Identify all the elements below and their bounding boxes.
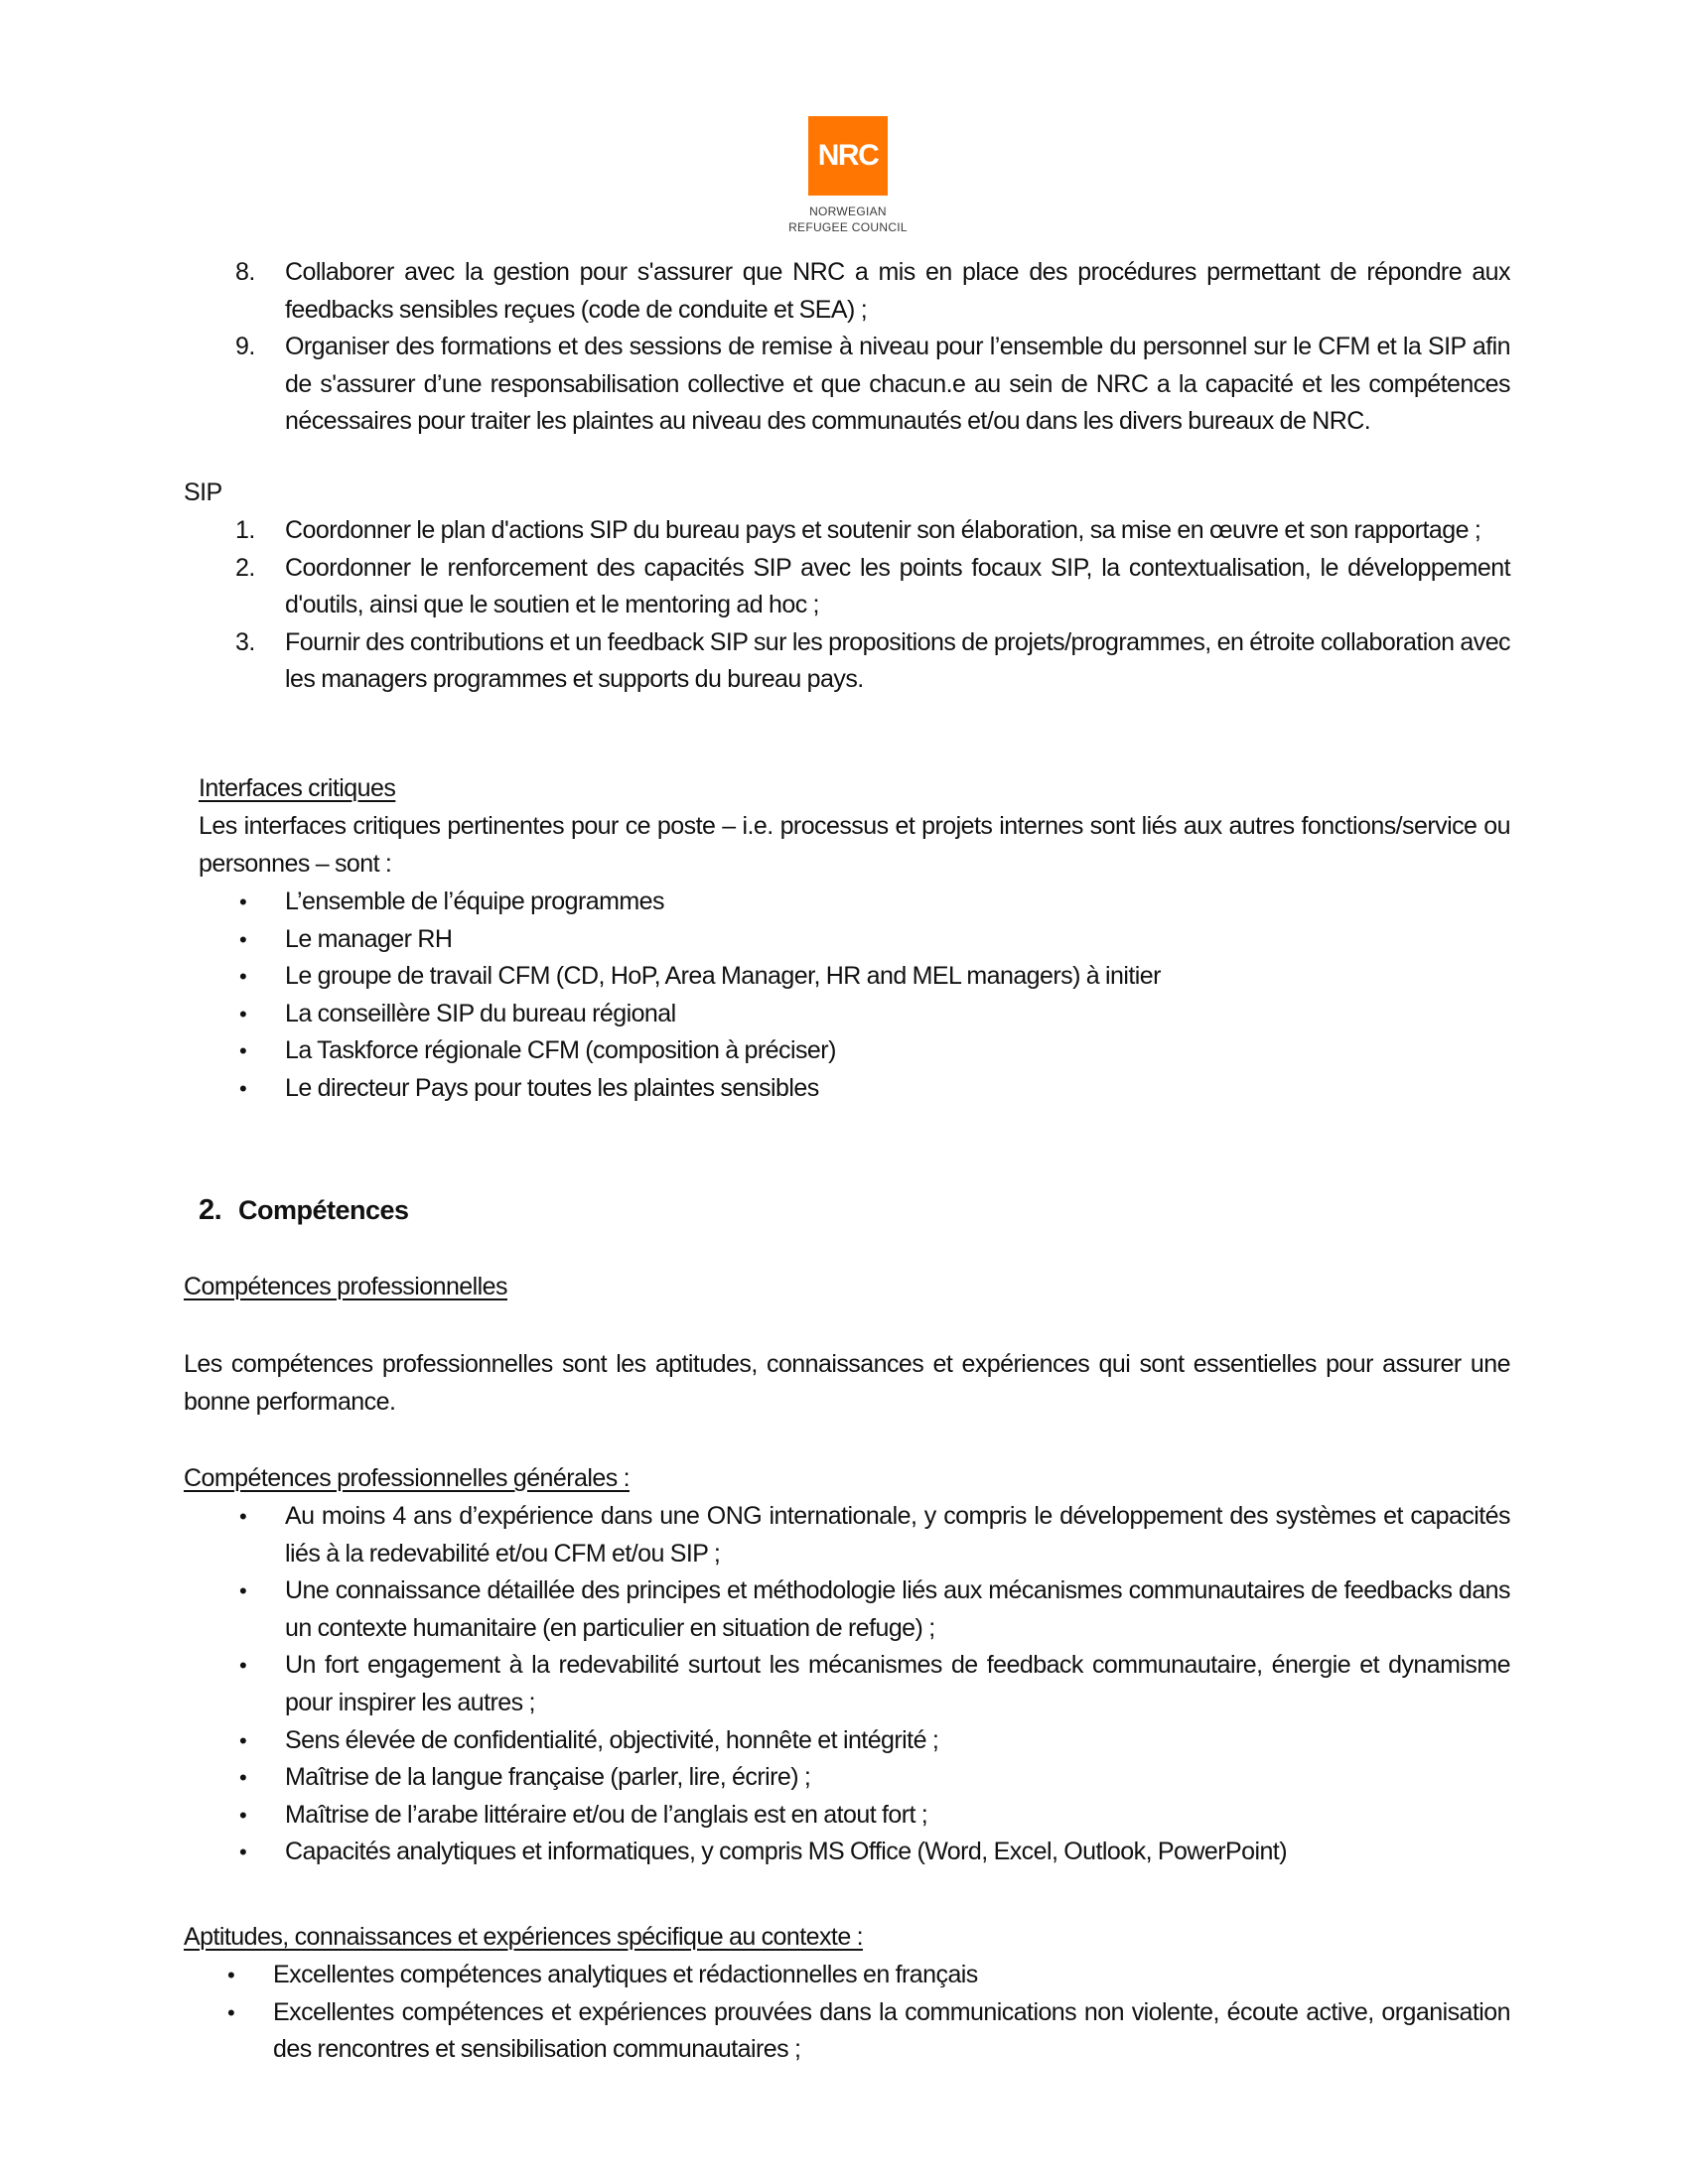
section-number: 2. xyxy=(199,1194,222,1226)
list-text: Excellentes compétences analytiques et rédactionnelles en français xyxy=(273,1961,978,1988)
interfaces-intro: Les interfaces critiques pertinentes pour ce poste – i.e. processus et projets internes sont liés aux autres fonctions/service ou personnes – sont : xyxy=(199,812,1510,878)
list-item xyxy=(184,1722,1510,1760)
list-number: 2. xyxy=(235,553,255,582)
section-heading-competences xyxy=(199,1192,409,1230)
list-item xyxy=(184,512,1510,550)
list-text: La Taskforce régionale CFM (composition à préciser) xyxy=(285,1036,836,1065)
list-number: 9. xyxy=(235,333,255,361)
list-text: Une connaissance détaillée des principes et méthodologie liés aux mécanismes communautaires de feedbacks dans un contexte humanitaire (en particulier en situation de refuge) ; xyxy=(285,1576,1510,1642)
list-text: Maîtrise de la langue française (parler, lire, écrire) ; xyxy=(285,1763,811,1792)
list-item xyxy=(184,1572,1510,1647)
list-text: Maîtrise de l’arabe littéraire et/ou de l’anglais est en atout fort ; xyxy=(285,1800,928,1829)
context-competences-heading: Aptitudes, connaissances et expériences spécifique au contexte : xyxy=(184,1923,863,1951)
section-title: Compétences xyxy=(238,1195,409,1225)
bullet-icon: • xyxy=(239,926,247,952)
bullet-icon: • xyxy=(239,1038,247,1064)
list-text: Coordonner le plan d'actions SIP du bureau pays et soutenir son élaboration, sa mise en œuvre et son rapportage ; xyxy=(285,516,1481,544)
bullet-icon: • xyxy=(239,1727,247,1753)
list-text: Fournir des contributions et un feedback SIP sur les propositions de projets/programmes, en étroite collaboration avec les managers programmes et supports du bureau pays. xyxy=(285,627,1510,694)
list-item xyxy=(184,550,1510,624)
general-competences-heading: Compétences professionnelles générales : xyxy=(184,1464,630,1492)
list-item xyxy=(184,1032,1510,1070)
list-item xyxy=(184,1498,1510,1572)
bullet-icon: • xyxy=(239,1840,247,1865)
list-item xyxy=(184,1994,1510,2069)
list-item xyxy=(184,329,1510,441)
bullet-icon: • xyxy=(239,1075,247,1101)
interfaces-bullet-list xyxy=(184,884,1510,1108)
list-item xyxy=(184,884,1510,921)
bullet-icon: • xyxy=(239,1504,247,1529)
prof-competences-intro: Les compétences professionnelles sont les aptitudes, connaissances et expériences qui sont essentielles pour assurer une bonne performance. xyxy=(184,1350,1510,1416)
logo-mark-text: NRC xyxy=(817,139,879,172)
list-number: 8. xyxy=(235,258,255,286)
list-number: 1. xyxy=(235,516,255,544)
list-item xyxy=(184,958,1510,996)
list-text: Le groupe de travail CFM (CD, HoP, Area Manager, HR and MEL managers) à initier xyxy=(285,962,1161,991)
list-text: Au moins 4 ans d’expérience dans une ONG internationale, y compris le développement des systèmes et capacités liés à la redevabilité et/ou CFM et/ou SIP ; xyxy=(285,1502,1510,1568)
list-item xyxy=(184,1957,1510,1994)
interfaces-heading: Interfaces critiques xyxy=(199,774,396,802)
bullet-icon: • xyxy=(239,1578,247,1604)
logo-line-2: REFUGEE COUNCIL xyxy=(788,220,908,234)
list-text: Coordonner le renforcement des capacités SIP avec les points focaux SIP, la contextualisation, le développement d'outils, ainsi que le soutien et le mentoring ad hoc ; xyxy=(285,553,1510,619)
list-text: Sens élevée de confidentialité, objectivité, honnête et intégrité ; xyxy=(285,1725,939,1754)
logo-line-1: NORWEGIAN xyxy=(809,205,887,218)
bullet-icon: • xyxy=(227,1963,235,1987)
list-item xyxy=(184,1834,1510,1871)
list-item xyxy=(184,254,1510,329)
list-text: La conseillère SIP du bureau régional xyxy=(285,999,676,1027)
prof-competences-heading: Compétences professionnelles xyxy=(184,1273,507,1300)
nrc-logo-mark xyxy=(808,116,888,196)
list-item xyxy=(184,1797,1510,1835)
list-text: Collaborer avec la gestion pour s'assurer que NRC a mis en place des procédures permettant de répondre aux feedbacks sensibles reçues (code de conduite et SEA) ; xyxy=(285,258,1510,324)
list-text: Excellentes compétences et expériences prouvées dans la communications non violente, écoute active, organisation des rencontres et sensibilisation communautaires ; xyxy=(273,1997,1510,2064)
bullet-icon: • xyxy=(239,889,247,914)
list-text: Organiser des formations et des sessions de remise à niveau pour l’ensemble du personnel sur le CFM et la SIP afin de s'assurer d’une responsabilisation collective et que chacun.e au sein de NRC a la capacité et les compétences nécessaires pour traiter les plaintes au niveau des communautés et/ou dans les divers bureaux de NRC. xyxy=(285,333,1510,436)
bullet-icon: • xyxy=(239,964,247,990)
cfm-numbered-list xyxy=(184,254,1510,441)
list-number: 3. xyxy=(235,627,255,656)
context-competences-list xyxy=(184,1957,1510,2069)
list-item xyxy=(184,996,1510,1033)
list-text: Le manager RH xyxy=(285,924,453,953)
sip-numbered-list xyxy=(184,512,1510,699)
list-text: Un fort engagement à la redevabilité surtout les mécanismes de feedback communautaire, énergie et dynamisme pour inspirer les autres ; xyxy=(285,1651,1510,1716)
bullet-icon: • xyxy=(227,1999,235,2025)
nrc-logo xyxy=(759,116,937,235)
bullet-icon: • xyxy=(239,1653,247,1679)
list-item xyxy=(184,1647,1510,1721)
sip-label: SIP xyxy=(184,478,222,506)
list-item xyxy=(184,1070,1510,1108)
bullet-icon: • xyxy=(239,1765,247,1791)
list-item xyxy=(184,1759,1510,1797)
bullet-icon: • xyxy=(239,1001,247,1026)
list-text: L’ensemble de l’équipe programmes xyxy=(285,887,664,915)
bullet-icon: • xyxy=(239,1802,247,1828)
logo-org-name xyxy=(759,204,937,235)
list-text: Le directeur Pays pour toutes les plaintes sensibles xyxy=(285,1073,819,1102)
list-item xyxy=(184,624,1510,699)
list-text: Capacités analytiques et informatiques, y compris MS Office (Word, Excel, Outlook, PowerPoint) xyxy=(285,1838,1287,1866)
general-competences-list xyxy=(184,1498,1510,1871)
list-item xyxy=(184,921,1510,959)
